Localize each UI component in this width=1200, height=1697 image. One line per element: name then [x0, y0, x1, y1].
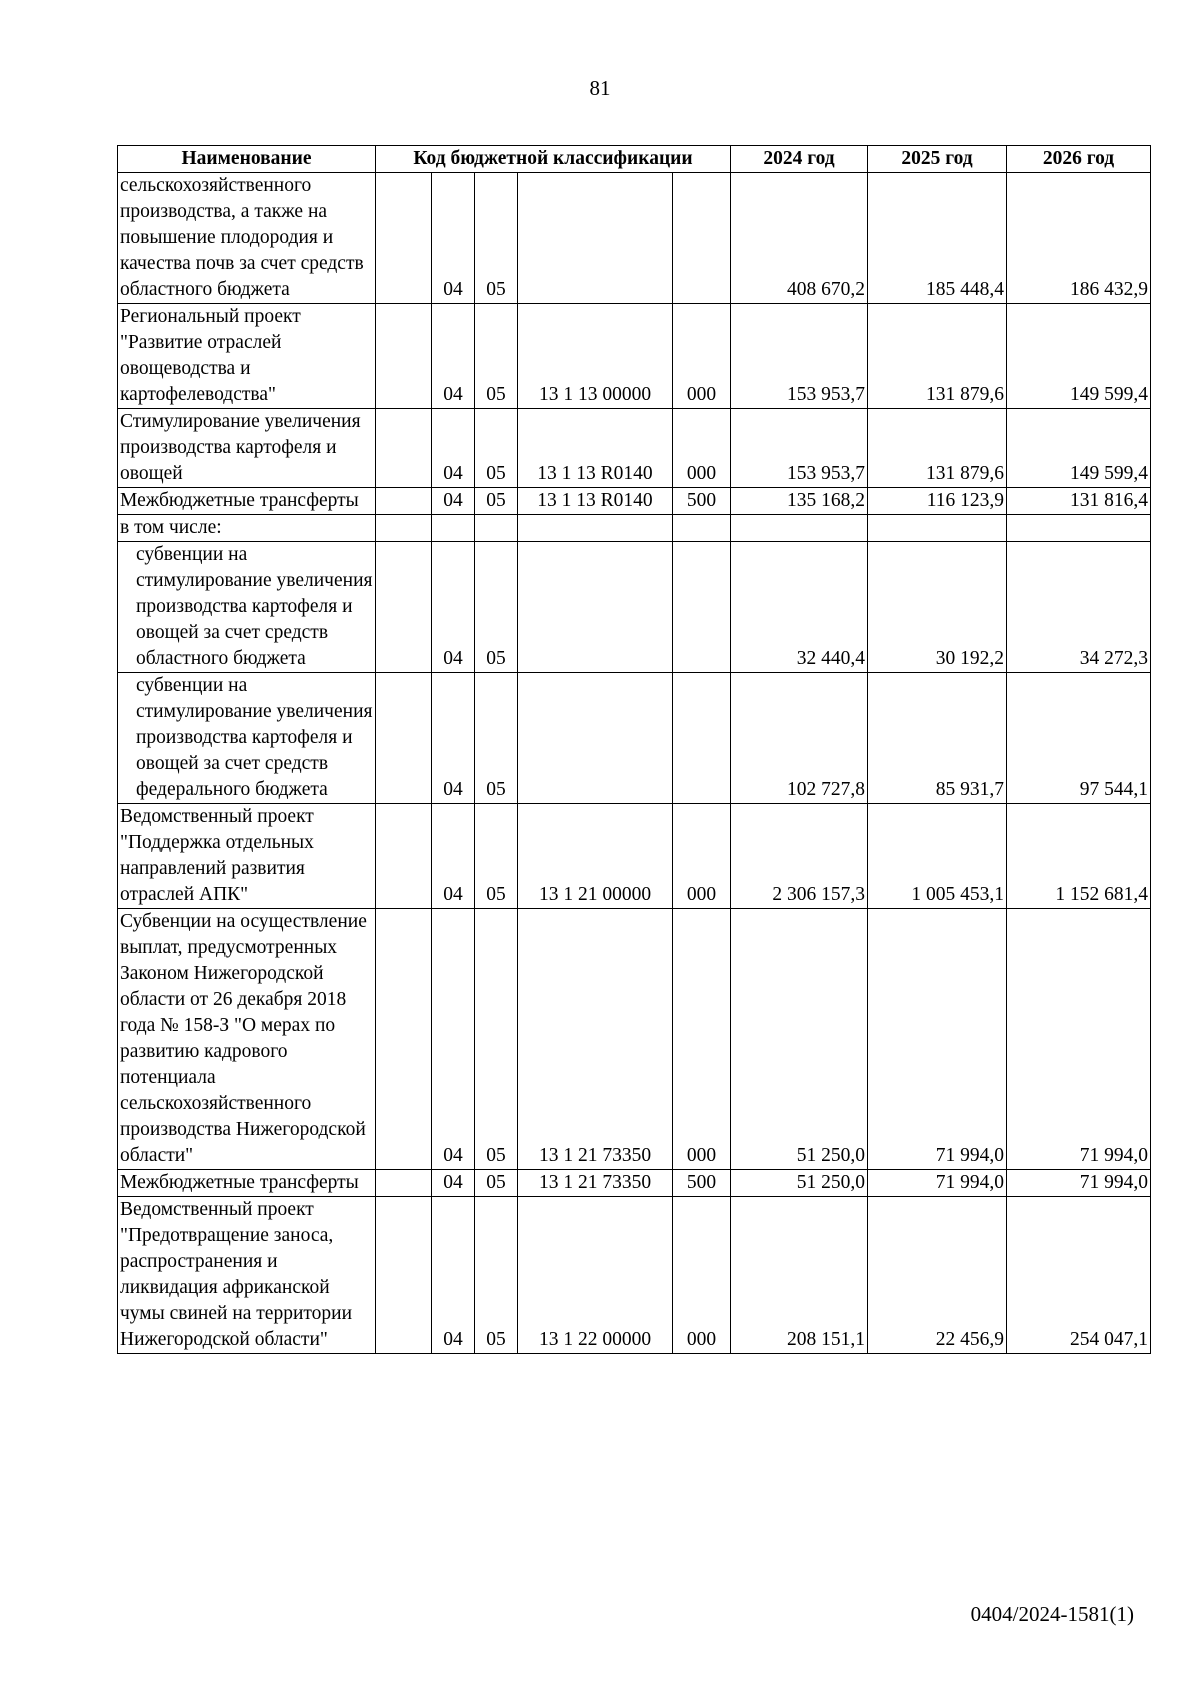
cell-code-1	[376, 909, 432, 1170]
cell-code-1	[376, 804, 432, 909]
header-2026: 2026 год	[1007, 146, 1151, 173]
cell-code-expense-type: 000	[673, 804, 731, 909]
cell-code-target: 13 1 13 00000	[518, 304, 673, 409]
cell-2024: 51 250,0	[731, 1170, 868, 1197]
cell-code-1	[376, 673, 432, 804]
cell-code-section: 04	[432, 542, 475, 673]
table-row	[118, 909, 1151, 1170]
cell-code-target: 13 1 13 R0140	[518, 409, 673, 488]
cell-2025: 85 931,7	[868, 673, 1007, 804]
page-number: 81	[589, 76, 611, 100]
cell-2025: 116 123,9	[868, 488, 1007, 515]
cell-name: Субвенции на осуществление выплат, предусмотренных Законом Нижегородской области от 26 декабря 2018 года № 158-З "О мерах по развитию кадрового потенциала сельскохозяйственного производства Нижегородской области"	[118, 909, 376, 1170]
cell-2026	[1007, 515, 1151, 542]
cell-2024: 135 168,2	[731, 488, 868, 515]
cell-code-target: 13 1 22 00000	[518, 1197, 673, 1354]
cell-code-target: 13 1 13 R0140	[518, 488, 673, 515]
cell-2024: 153 953,7	[731, 409, 868, 488]
cell-code-subsection: 05	[475, 1170, 518, 1197]
cell-2025: 185 448,4	[868, 173, 1007, 304]
cell-2024	[731, 515, 868, 542]
cell-2025: 71 994,0	[868, 909, 1007, 1170]
cell-code-section: 04	[432, 804, 475, 909]
cell-2025	[868, 515, 1007, 542]
cell-2024: 2 306 157,3	[731, 804, 868, 909]
cell-code-subsection: 05	[475, 1197, 518, 1354]
cell-2026: 34 272,3	[1007, 542, 1151, 673]
cell-code-subsection: 05	[475, 488, 518, 515]
table-row	[118, 1170, 1151, 1197]
cell-code-1	[376, 488, 432, 515]
cell-name: сельскохозяйственного производства, а также на повышение плодородия и качества почв за счет средств областного бюджета	[118, 173, 376, 304]
cell-name: субвенции на стимулирование увеличения производства картофеля и овощей за счет средств федерального бюджета	[118, 673, 376, 804]
cell-2026: 131 816,4	[1007, 488, 1151, 515]
cell-code-1	[376, 1170, 432, 1197]
cell-code-target	[518, 673, 673, 804]
cell-code-expense-type: 000	[673, 304, 731, 409]
cell-code-section: 04	[432, 1170, 475, 1197]
cell-2026: 254 047,1	[1007, 1197, 1151, 1354]
document-id: 0404/2024-1581(1)	[970, 1602, 1134, 1626]
table-row	[118, 409, 1151, 488]
cell-code-section: 04	[432, 488, 475, 515]
cell-code-expense-type	[673, 173, 731, 304]
table-row	[118, 673, 1151, 804]
cell-name: в том числе:	[118, 515, 376, 542]
cell-code-subsection: 05	[475, 909, 518, 1170]
cell-code-subsection	[475, 515, 518, 542]
cell-2025: 30 192,2	[868, 542, 1007, 673]
cell-code-expense-type: 000	[673, 1197, 731, 1354]
cell-2025: 22 456,9	[868, 1197, 1007, 1354]
header-2025: 2025 год	[868, 146, 1007, 173]
cell-2024: 102 727,8	[731, 673, 868, 804]
header-code: Код бюджетной классификации	[376, 146, 731, 173]
cell-code-target	[518, 515, 673, 542]
table-row	[118, 304, 1151, 409]
cell-2026: 1 152 681,4	[1007, 804, 1151, 909]
cell-code-1	[376, 515, 432, 542]
cell-name: Межбюджетные трансферты	[118, 1170, 376, 1197]
cell-2025: 131 879,6	[868, 304, 1007, 409]
cell-name: Региональный проект "Развитие отраслей овощеводства и картофелеводства"	[118, 304, 376, 409]
cell-2026: 149 599,4	[1007, 409, 1151, 488]
budget-table	[117, 145, 1151, 1354]
table-row	[118, 488, 1151, 515]
header-name: Наименование	[118, 146, 376, 173]
cell-code-expense-type: 000	[673, 909, 731, 1170]
cell-code-expense-type	[673, 673, 731, 804]
cell-code-subsection: 05	[475, 673, 518, 804]
cell-code-target: 13 1 21 73350	[518, 909, 673, 1170]
cell-code-section: 04	[432, 173, 475, 304]
cell-code-subsection: 05	[475, 304, 518, 409]
cell-2026: 71 994,0	[1007, 909, 1151, 1170]
cell-code-expense-type: 500	[673, 1170, 731, 1197]
cell-2026: 186 432,9	[1007, 173, 1151, 304]
cell-code-expense-type	[673, 542, 731, 673]
cell-code-1	[376, 1197, 432, 1354]
cell-2024: 408 670,2	[731, 173, 868, 304]
table-row	[118, 542, 1151, 673]
cell-2025: 131 879,6	[868, 409, 1007, 488]
cell-code-1	[376, 542, 432, 673]
cell-code-section: 04	[432, 673, 475, 804]
cell-2026: 97 544,1	[1007, 673, 1151, 804]
header-2024: 2024 год	[731, 146, 868, 173]
cell-code-subsection: 05	[475, 409, 518, 488]
cell-name: Ведомственный проект "Предотвращение заноса, распространения и ликвидация африканской чумы свиней на территории Нижегородской области"	[118, 1197, 376, 1354]
cell-code-1	[376, 173, 432, 304]
cell-code-expense-type: 000	[673, 409, 731, 488]
cell-code-section: 04	[432, 409, 475, 488]
cell-2024: 32 440,4	[731, 542, 868, 673]
cell-code-target	[518, 542, 673, 673]
cell-name: Ведомственный проект "Поддержка отдельных направлений развития отраслей АПК"	[118, 804, 376, 909]
cell-code-1	[376, 304, 432, 409]
cell-code-target: 13 1 21 73350	[518, 1170, 673, 1197]
cell-code-section: 04	[432, 1197, 475, 1354]
cell-code-section	[432, 515, 475, 542]
cell-code-expense-type	[673, 515, 731, 542]
cell-2026: 149 599,4	[1007, 304, 1151, 409]
table-row	[118, 1197, 1151, 1354]
table-row	[118, 515, 1151, 542]
cell-code-subsection: 05	[475, 542, 518, 673]
cell-2025: 1 005 453,1	[868, 804, 1007, 909]
cell-code-subsection: 05	[475, 173, 518, 304]
cell-code-target: 13 1 21 00000	[518, 804, 673, 909]
cell-name: Стимулирование увеличения производства картофеля и овощей	[118, 409, 376, 488]
table-body	[118, 173, 1151, 1354]
cell-2025: 71 994,0	[868, 1170, 1007, 1197]
cell-2026: 71 994,0	[1007, 1170, 1151, 1197]
table-row	[118, 804, 1151, 909]
cell-code-expense-type: 500	[673, 488, 731, 515]
cell-code-section: 04	[432, 304, 475, 409]
cell-code-subsection: 05	[475, 804, 518, 909]
cell-code-section: 04	[432, 909, 475, 1170]
cell-code-target	[518, 173, 673, 304]
table-row	[118, 173, 1151, 304]
cell-name: субвенции на стимулирование увеличения производства картофеля и овощей за счет средств областного бюджета	[118, 542, 376, 673]
table-header-row	[118, 146, 1151, 173]
cell-2024: 51 250,0	[731, 909, 868, 1170]
cell-name: Межбюджетные трансферты	[118, 488, 376, 515]
cell-2024: 208 151,1	[731, 1197, 868, 1354]
cell-2024: 153 953,7	[731, 304, 868, 409]
cell-code-1	[376, 409, 432, 488]
